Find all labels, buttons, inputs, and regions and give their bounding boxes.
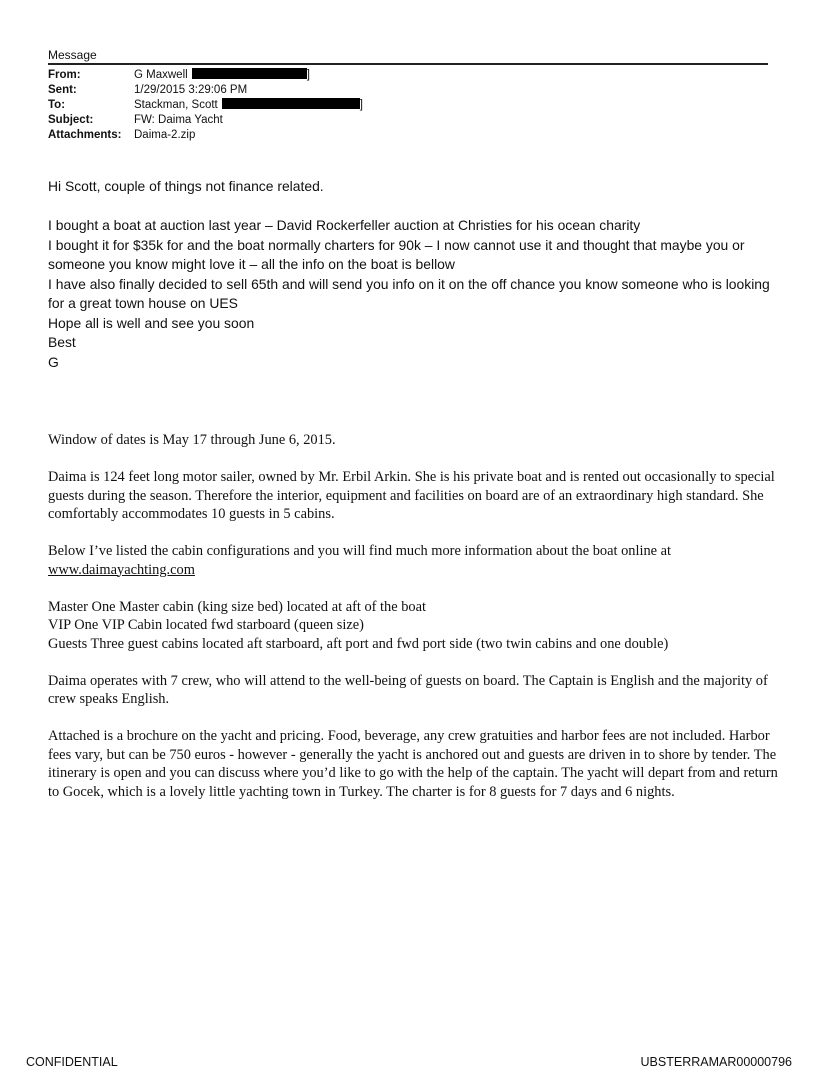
from-close: ] — [306, 69, 310, 81]
paragraph: I bought it for $35k for and the boat normally charters for 90k – I now cannot use it and thought that maybe you or someone you know might love it – all the info on the boat is bellow — [48, 236, 745, 272]
paragraph: I have also finally decided to sell 65th and will send you info on it on the off chance you know someone who is looking for a great town house on UES — [48, 275, 770, 311]
attachment-file[interactable]: Daima-2.zip — [134, 129, 196, 141]
brochure-paragraph: Attached is a brochure on the yacht and pricing. Food, beverage, any crew gratuities and harbor fees are not included. Harbor fees vary, but can be 750 euros - however - generally the yacht is anchored out and guests are driven in to shore by tender. The itinerary is open and you can discuss where you’d like to go with the help of the captain. The yacht will depart from and return to Gocek, which is a lovely little yachting town in Turkey. The charter is for 8 guests for 7 days and 6 nights. — [48, 728, 778, 800]
redaction-bar — [192, 68, 307, 79]
cabins-intro-text: Below I’ve listed the cabin configurations and you will find much more information about the boat online at — [48, 543, 672, 559]
cabin-vip: VIP One VIP Cabin located fwd starboard (queen size) — [48, 617, 364, 633]
message-label: Message — [48, 48, 97, 62]
subject-label: Subject: — [48, 114, 94, 126]
sent-value: 1/29/2015 3:29:06 PM — [134, 84, 248, 96]
subject-value: FW: Daima Yacht — [134, 114, 223, 126]
website-link[interactable]: www.daimayachting.com — [48, 561, 195, 578]
footer-bates-number: UBSTERRAMAR00000796 — [640, 1055, 792, 1069]
attachments-label: Attachments: — [48, 129, 122, 141]
cabin-guests: Guests Three guest cabins located aft starboard, aft port and fwd port side (two twin cabins and one double) — [48, 635, 669, 652]
forwarded-body — [48, 431, 783, 801]
to-field — [134, 98, 363, 113]
to-value: Stackman, Scott — [134, 99, 218, 111]
dates-paragraph: Window of dates is May 17 through June 6, 2015. — [48, 432, 336, 448]
description-paragraph: Daima is 124 feet long motor sailer, owned by Mr. Erbil Arkin. She is his private boat and is rented out occasionally to special guests during the season. Therefore the interior, equipment and facilities on board are of an extraordinary high standard. She comfortably accommodates 10 guests in 5 cabins. — [48, 469, 775, 522]
header-divider — [48, 63, 768, 65]
paragraph: Best — [48, 334, 76, 350]
footer-confidential: CONFIDENTIAL — [26, 1055, 118, 1069]
from-label: From: — [48, 69, 81, 81]
from-value: G Maxwell — [134, 69, 188, 81]
sent-label: Sent: — [48, 84, 77, 96]
signature: G — [48, 353, 59, 370]
cabin-master: Master One Master cabin (king size bed) located at aft of the boat — [48, 598, 427, 615]
redaction-bar — [222, 98, 360, 109]
to-close: ] — [359, 99, 363, 111]
paragraph: Hope all is well and see you soon — [48, 314, 255, 331]
email-body-intro — [48, 177, 778, 372]
from-field — [134, 68, 310, 83]
to-label: To: — [48, 99, 66, 111]
crew-paragraph: Daima operates with 7 crew, who will attend to the well-being of guests on board. The Captain is English and the majority of crew speaks English. — [48, 672, 768, 707]
greeting: Hi Scott, couple of things not finance related. — [48, 178, 324, 194]
cabins-intro-paragraph — [48, 542, 783, 579]
paragraph: I bought a boat at auction last year – David Rockerfeller auction at Christies for his ocean charity — [48, 217, 641, 233]
